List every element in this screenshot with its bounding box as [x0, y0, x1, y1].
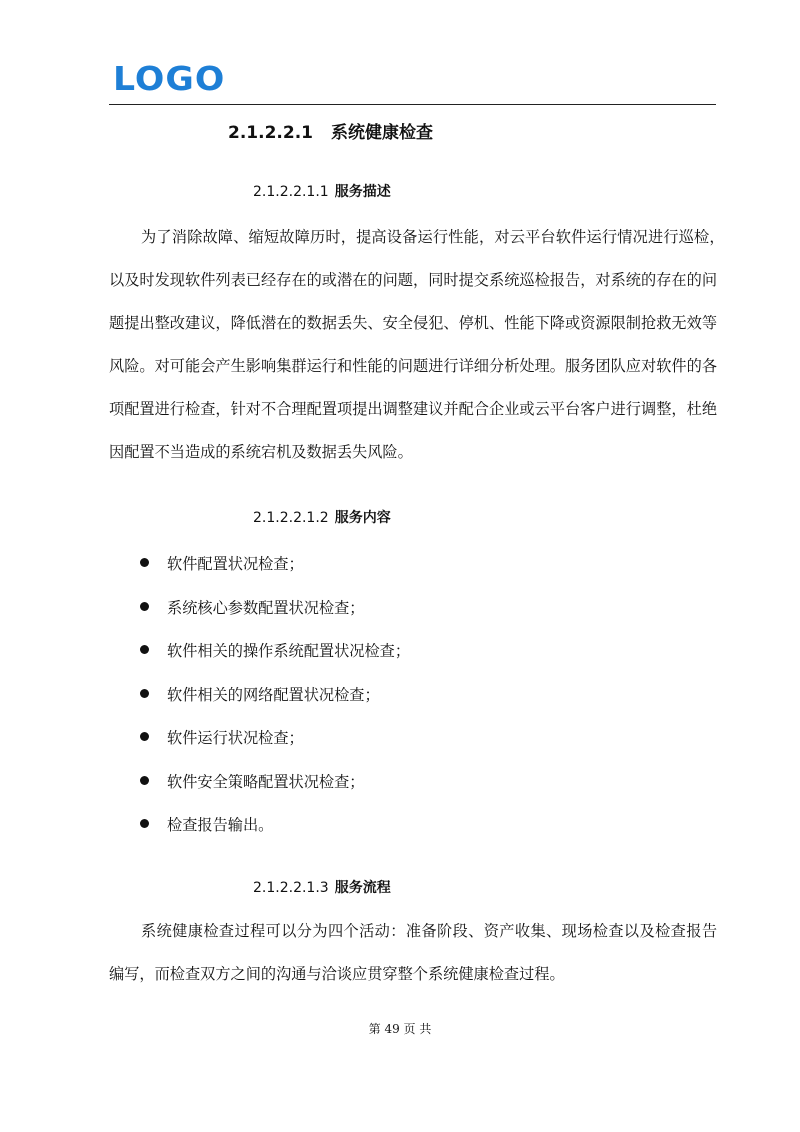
- subsection-number: 2.1.2.2.1.1: [253, 184, 329, 200]
- page-footer: 第 49 页 共: [368, 1022, 432, 1036]
- bullet-icon: [140, 776, 149, 785]
- subsection-heading-1: [253, 181, 391, 201]
- subsection-title: 服务描述: [334, 184, 391, 200]
- service-content-list: [137, 544, 410, 849]
- list-item: 系统核心参数配置状况检查；: [137, 588, 410, 632]
- list-item: 软件相关的网络配置状况检查；: [137, 675, 410, 719]
- subsection-heading-3: [253, 877, 391, 897]
- subsection-number: 2.1.2.2.1.2: [253, 510, 329, 526]
- list-item: 软件安全策略配置状况检查；: [137, 762, 410, 806]
- bullet-icon: [140, 558, 149, 567]
- subsection-number: 2.1.2.2.1.3: [253, 880, 329, 896]
- list-item: 软件运行状况检查；: [137, 718, 410, 762]
- bullet-icon: [140, 732, 149, 741]
- bullet-icon: [140, 645, 149, 654]
- section-number: 2.1.2.2.1: [228, 123, 313, 143]
- section-heading: [228, 118, 433, 143]
- description-paragraph: 为了消除故障、缩短故障历时，提高设备运行性能，对云平台软件运行情况进行巡检， 以及时发现软件列表已经存在的或潜在的问题，同时提交系统巡检报告，对系统的存在的问题提出整改建议，降低潜在的数据丢失、安全侵犯、停机、性能下降或资源限制抢救无效等风险。对可能会产生影响集群运行和性能的问题进行详细分析处理。服务团队应对软件的各项配置进行检查，针对不合理配置项提出调整建议并配合企业或云平台客户进行调整，杜绝因配置不当造成的系统宕机及数据丢失风险。: [109, 228, 733, 461]
- list-item: 软件配置状况检查；: [137, 544, 410, 588]
- header-rule: [109, 104, 716, 105]
- bullet-icon: [140, 602, 149, 611]
- process-paragraph: 系统健康检查过程可以分为四个活动：准备阶段、资产收集、现场检查以及检查报告编写，而检查双方之间的沟通与洽谈应贯穿整个系统健康检查过程。: [109, 922, 717, 983]
- logo: LOGO: [113, 59, 226, 98]
- bullet-icon: [140, 689, 149, 698]
- list-item: 检查报告输出。: [137, 805, 410, 849]
- subsection-title: 服务流程: [334, 880, 391, 896]
- list-item: 软件相关的操作系统配置状况检查；: [137, 631, 410, 675]
- subsection-heading-2: [253, 507, 391, 527]
- subsection-title: 服务内容: [334, 510, 391, 526]
- bullet-icon: [140, 819, 149, 828]
- section-title: 系统健康检查: [330, 123, 433, 143]
